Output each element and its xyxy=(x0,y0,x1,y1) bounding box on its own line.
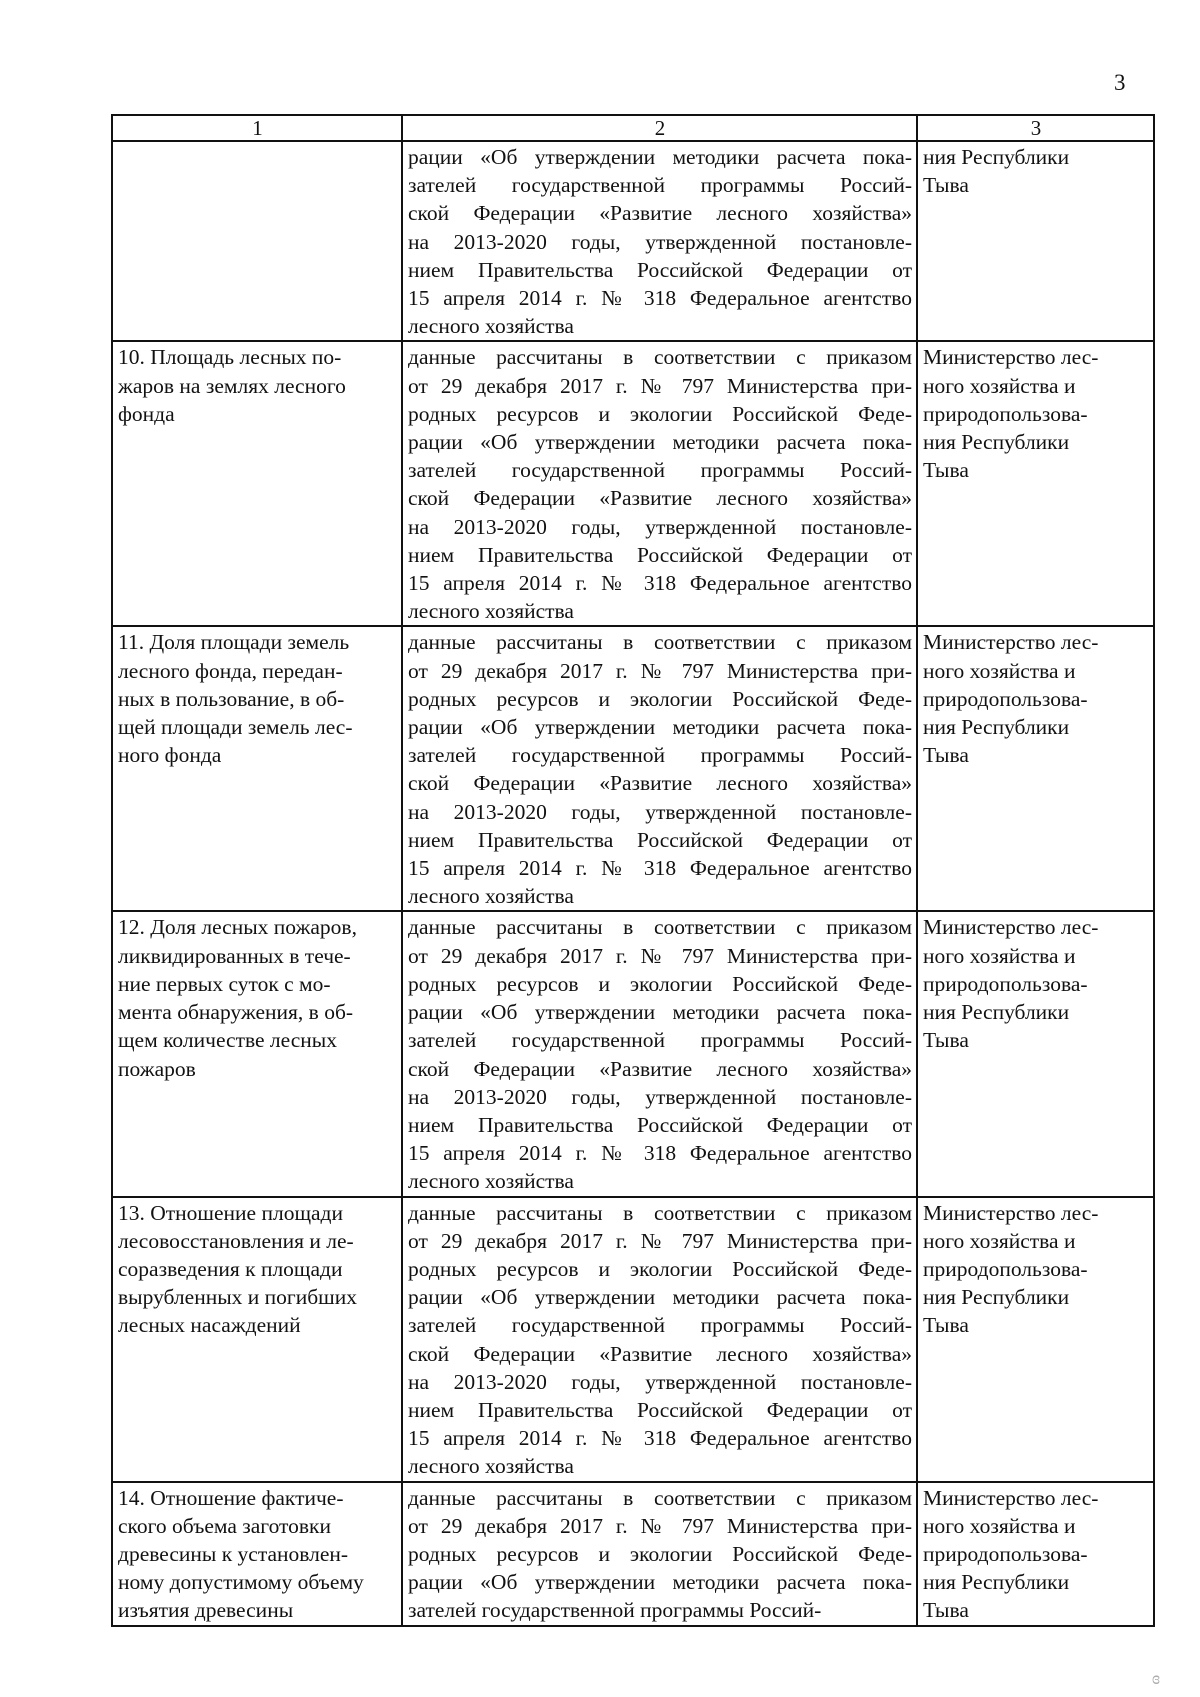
source-cell xyxy=(402,626,917,911)
text-line: 15 апреля 2014 г. № 318 Федеральное агентство xyxy=(408,286,912,311)
source-cell xyxy=(402,1482,917,1626)
text-line: ской Федерации «Развитие лесного хозяйства» xyxy=(408,771,912,796)
text-line: 15 апреля 2014 г. № 318 Федеральное агентство xyxy=(408,1141,912,1166)
text-line: ного хозяйства и xyxy=(923,1228,1076,1253)
text-line: ния Республики xyxy=(923,1285,1070,1310)
text-line: изъятия древесины xyxy=(118,1598,294,1623)
text-line: от 29 декабря 2017 г. № 797 Министерства при- xyxy=(408,373,912,398)
text-line: ния Республики xyxy=(923,715,1070,740)
text-line: родных ресурсов и экологии Российской Феде- xyxy=(408,686,912,711)
text-line: 10. Площадь лесных по- xyxy=(118,345,342,370)
table-row xyxy=(112,626,1154,911)
responsible-cell xyxy=(917,1197,1154,1482)
text-line: 15 апреля 2014 г. № 318 Федеральное агентство xyxy=(408,571,912,596)
text-line: ния Республики xyxy=(923,1570,1070,1595)
table-header-row xyxy=(112,115,1154,141)
text-line: нием Правительства Российской Федерации от xyxy=(408,827,912,852)
text-line: зателей государственной программы Россий- xyxy=(408,1598,822,1623)
text-line: Министерство лес- xyxy=(923,915,1099,940)
indicator-cell xyxy=(112,341,402,626)
indicator-cell xyxy=(112,141,402,341)
text-line: зателей государственной программы Россий- xyxy=(408,1313,912,1338)
text-line: ния Республики xyxy=(923,1000,1070,1025)
text-line: лесного хозяйства xyxy=(408,1169,574,1194)
table-row xyxy=(112,341,1154,626)
text-line: данные рассчитаны в соответствии с приказом xyxy=(408,1485,912,1510)
text-line: Тыва xyxy=(923,173,969,198)
responsible-cell xyxy=(917,911,1154,1196)
text-line: Министерство лес- xyxy=(923,345,1099,370)
text-line: на 2013-2020 годы, утвержденной постановле- xyxy=(408,1369,912,1394)
text-line: на 2013-2020 годы, утвержденной постановле- xyxy=(408,229,912,254)
responsible-cell xyxy=(917,626,1154,911)
text-line: ного хозяйства и xyxy=(923,943,1076,968)
text-line: природопользова- xyxy=(923,686,1088,711)
text-line: на 2013-2020 годы, утвержденной постановле- xyxy=(408,799,912,824)
text-line: мента обнаружения, в об- xyxy=(118,1000,354,1025)
text-line: нием Правительства Российской Федерации от xyxy=(408,257,912,282)
text-line: от 29 декабря 2017 г. № 797 Министерства при- xyxy=(408,658,912,683)
text-line: 11. Доля площади земель xyxy=(118,630,350,655)
text-line: лесного хозяйства xyxy=(408,599,574,624)
text-line: лесного фонда, передан- xyxy=(118,658,343,683)
text-line: нием Правительства Российской Федерации от xyxy=(408,542,912,567)
column-header-3: 3 xyxy=(917,115,1154,141)
text-line: щем количестве лесных xyxy=(118,1028,337,1053)
text-line: зателей государственной программы Россий- xyxy=(408,458,912,483)
text-line: ской Федерации «Развитие лесного хозяйства» xyxy=(408,1341,912,1366)
text-line: вырубленных и погибших xyxy=(118,1285,357,1310)
text-line: от 29 декабря 2017 г. № 797 Министерства при- xyxy=(408,1228,912,1253)
text-line: родных ресурсов и экологии Российской Феде- xyxy=(408,971,912,996)
text-line: жаров на землях лесного xyxy=(118,373,346,398)
text-line: данные рассчитаны в соответствии с приказом xyxy=(408,345,912,370)
text-line: лесного хозяйства xyxy=(408,314,574,339)
text-line: природопользова- xyxy=(923,401,1088,426)
text-line: от 29 декабря 2017 г. № 797 Министерства при- xyxy=(408,1513,912,1538)
text-line: Министерство лес- xyxy=(923,1485,1099,1510)
text-line: данные рассчитаны в соответствии с приказом xyxy=(408,630,912,655)
text-line: ного хозяйства и xyxy=(923,373,1076,398)
text-line: Тыва xyxy=(923,1598,969,1623)
text-line: ской Федерации «Развитие лесного хозяйства» xyxy=(408,1056,912,1081)
text-line: родных ресурсов и экологии Российской Феде- xyxy=(408,1541,912,1566)
text-line: нием Правительства Российской Федерации от xyxy=(408,1397,912,1422)
text-line: ния Республики xyxy=(923,145,1070,169)
text-line: на 2013-2020 годы, утвержденной постановле- xyxy=(408,514,912,539)
source-cell xyxy=(402,1197,917,1482)
text-line: нием Правительства Российской Федерации от xyxy=(408,1112,912,1137)
text-line: 13. Отношение площади xyxy=(118,1200,343,1225)
text-line: ликвидированных в тече- xyxy=(118,943,351,968)
text-line: 14. Отношение фактиче- xyxy=(118,1485,344,1510)
text-line: фонда xyxy=(118,401,175,426)
text-line: ного фонда xyxy=(118,743,222,768)
text-line: рации «Об утверждении методики расчета пока- xyxy=(408,715,912,740)
column-header-1: 1 xyxy=(112,115,402,141)
text-line: ния Республики xyxy=(923,430,1070,455)
text-line: данные рассчитаны в соответствии с приказом xyxy=(408,915,912,940)
indicators-table xyxy=(111,114,1155,1627)
text-line: рации «Об утверждении методики расчета пока- xyxy=(408,1000,912,1025)
text-line: Тыва xyxy=(923,1028,969,1053)
responsible-cell xyxy=(917,1482,1154,1626)
text-line: соразведения к площади xyxy=(118,1256,343,1281)
responsible-cell xyxy=(917,141,1154,341)
source-cell xyxy=(402,911,917,1196)
table-row xyxy=(112,141,1154,341)
text-line: Тыва xyxy=(923,458,969,483)
table-row xyxy=(112,1482,1154,1626)
text-line: ных в пользование, в об- xyxy=(118,686,345,711)
text-line: зателей государственной программы Россий- xyxy=(408,173,912,198)
text-line: древесины к установлен- xyxy=(118,1541,349,1566)
text-line: ного хозяйства и xyxy=(923,1513,1076,1538)
text-line: ние первых суток с мо- xyxy=(118,971,331,996)
text-line: рации «Об утверждении методики расчета пока- xyxy=(408,430,912,455)
text-line: родных ресурсов и экологии Российской Феде- xyxy=(408,1256,912,1281)
indicator-cell xyxy=(112,1197,402,1482)
text-line: 15 апреля 2014 г. № 318 Федеральное агентство xyxy=(408,1426,912,1451)
indicator-cell xyxy=(112,911,402,1196)
text-line: ской Федерации «Развитие лесного хозяйства» xyxy=(408,486,912,511)
text-line: лесных насаждений xyxy=(118,1313,301,1338)
page-number: 3 xyxy=(1114,70,1126,95)
text-line: данные рассчитаны в соответствии с приказом xyxy=(408,1200,912,1225)
text-line: ской Федерации «Развитие лесного хозяйства» xyxy=(408,201,912,226)
text-line: лесовосстановления и ле- xyxy=(118,1228,354,1253)
scan-corner-mark: ɞ xyxy=(1152,1668,1160,1688)
text-line: рации «Об утверждении методики расчета пока- xyxy=(408,1285,912,1310)
text-line: Тыва xyxy=(923,743,969,768)
text-line: от 29 декабря 2017 г. № 797 Министерства при- xyxy=(408,943,912,968)
text-line: лесного хозяйства xyxy=(408,1454,574,1479)
indicator-cell xyxy=(112,1482,402,1626)
text-line: Министерство лес- xyxy=(923,630,1099,655)
text-line: ного хозяйства и xyxy=(923,658,1076,683)
text-line: ского объема заготовки xyxy=(118,1513,331,1538)
table-row xyxy=(112,911,1154,1196)
text-line: природопользова- xyxy=(923,1541,1088,1566)
table-row xyxy=(112,1197,1154,1482)
text-line: 15 апреля 2014 г. № 318 Федеральное агентство xyxy=(408,856,912,881)
text-line: природопользова- xyxy=(923,1256,1088,1281)
text-line: 12. Доля лесных пожаров, xyxy=(118,915,357,940)
indicator-cell xyxy=(112,626,402,911)
responsible-cell xyxy=(917,341,1154,626)
text-line: природопользова- xyxy=(923,971,1088,996)
text-line: Тыва xyxy=(923,1313,969,1338)
text-line: ному допустимому объему xyxy=(118,1570,364,1595)
column-header-2: 2 xyxy=(402,115,917,141)
text-line: щей площади земель лес- xyxy=(118,715,353,740)
text-line: Министерство лес- xyxy=(923,1200,1099,1225)
text-line: пожаров xyxy=(118,1056,196,1081)
text-line: лесного хозяйства xyxy=(408,884,574,909)
source-cell xyxy=(402,141,917,341)
text-line: родных ресурсов и экологии Российской Феде- xyxy=(408,401,912,426)
text-line: зателей государственной программы Россий- xyxy=(408,743,912,768)
text-line: рации «Об утверждении методики расчета пока- xyxy=(408,1570,912,1595)
text-line: на 2013-2020 годы, утвержденной постановле- xyxy=(408,1084,912,1109)
text-line: рации «Об утверждении методики расчета пока- xyxy=(408,145,912,169)
text-line: зателей государственной программы Россий- xyxy=(408,1028,912,1053)
source-cell xyxy=(402,341,917,626)
